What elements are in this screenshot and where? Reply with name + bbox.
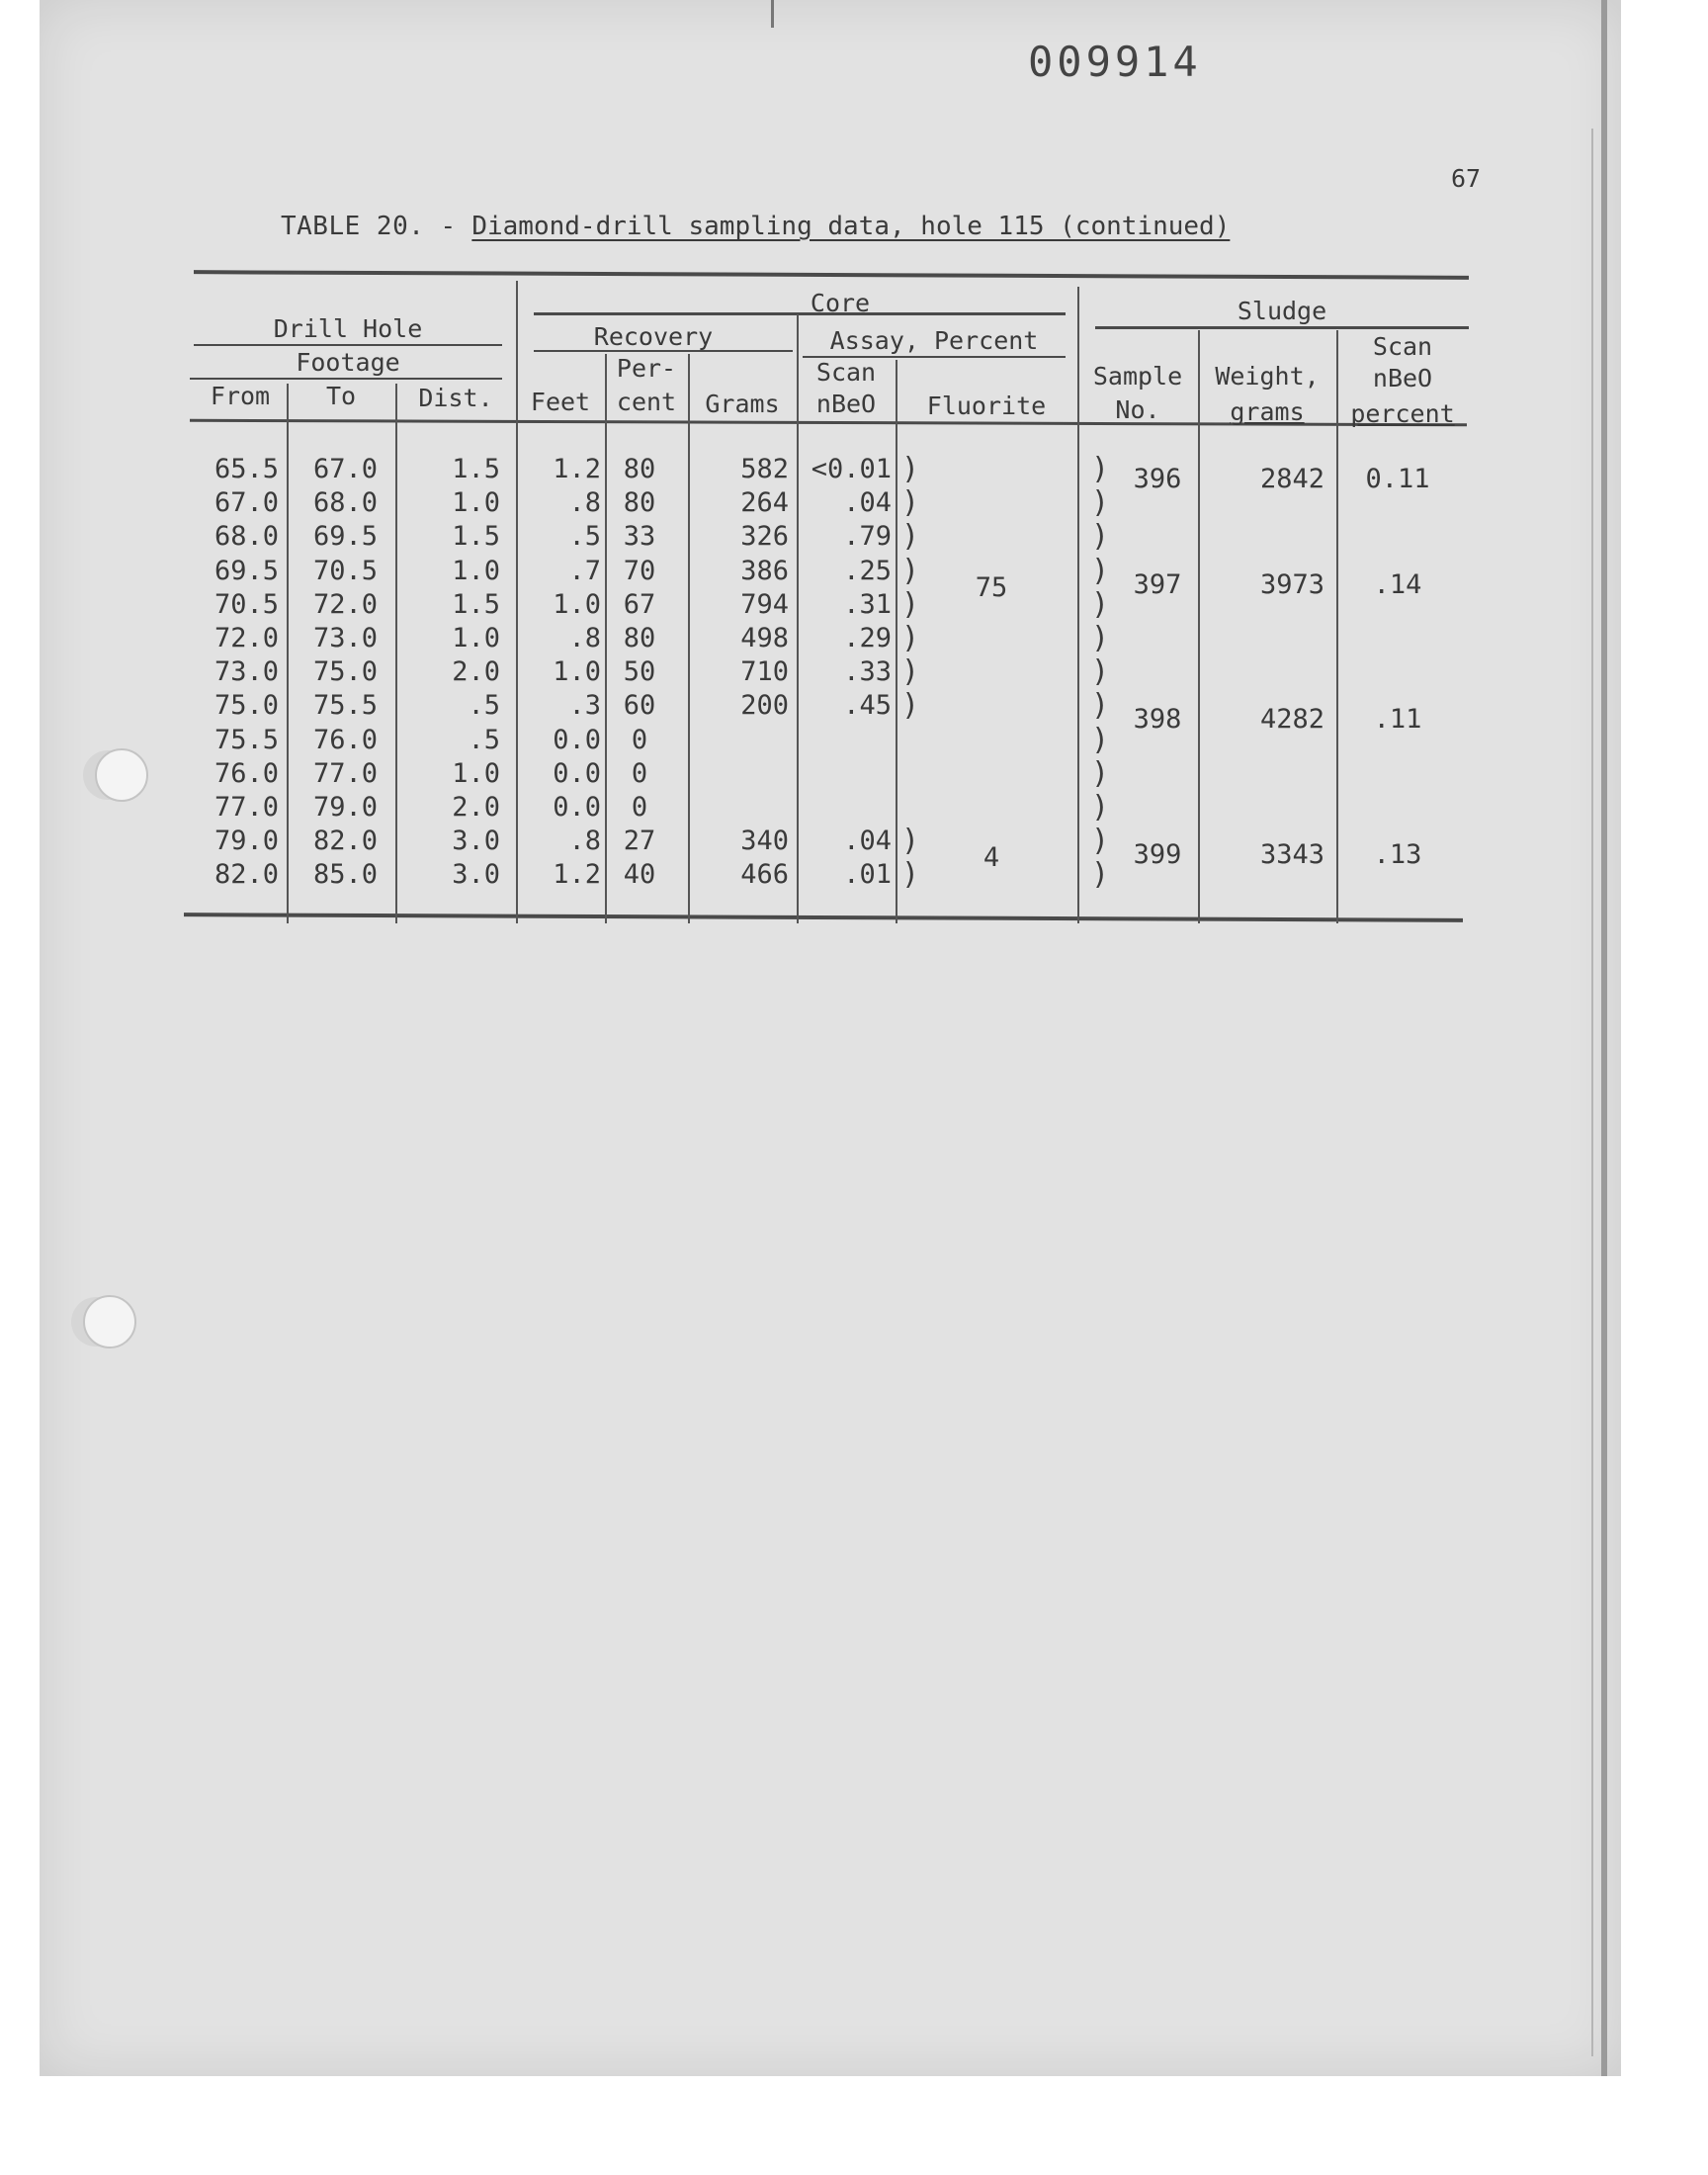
- cell-feet: .8: [568, 623, 601, 653]
- cell-grams: 200: [740, 690, 789, 722]
- cell-feet: 1.2: [553, 454, 601, 484]
- header-grams: Grams: [705, 390, 780, 418]
- sludge-bracket: ): [1091, 654, 1110, 690]
- cell-dist: 1.0: [452, 757, 500, 789]
- cell-scan: .25: [843, 555, 892, 586]
- cell-feet: 1.0: [553, 588, 601, 620]
- cell-percent: 0: [631, 724, 648, 755]
- fluorite-bracket: ): [901, 553, 920, 588]
- cell-scan: .79: [843, 521, 892, 553]
- table-bottom-rule: [184, 913, 1463, 922]
- cell-percent: 33: [623, 521, 656, 553]
- cell-to: 77.0: [312, 757, 378, 789]
- sludge-bracket: ): [1091, 452, 1110, 486]
- cell-to: 75.0: [312, 656, 378, 688]
- sludge-bracket: ): [1091, 519, 1110, 555]
- header-percent: cent: [616, 388, 677, 416]
- cell-scan: .04: [843, 487, 892, 519]
- cell-feet: .8: [568, 487, 601, 519]
- cell-percent: 0: [631, 757, 648, 789]
- sludge-bracket: ): [1091, 485, 1110, 521]
- cell-fluorite: 75: [975, 571, 1008, 603]
- column-divider: [896, 360, 897, 923]
- cell-feet: .8: [568, 826, 601, 857]
- cell-to: 69.5: [312, 521, 378, 553]
- cell-sample-no: 398: [1133, 704, 1182, 736]
- header-to: To: [325, 382, 357, 410]
- cell-from: 70.5: [214, 588, 279, 620]
- cell-percent: 50: [623, 656, 656, 688]
- cell-dist: 1.0: [452, 623, 500, 653]
- fluorite-bracket: ): [901, 857, 920, 893]
- cell-sample-no: 396: [1133, 464, 1182, 494]
- cell-dist: 1.5: [452, 521, 500, 553]
- sludge-underline: [1095, 326, 1469, 329]
- table-top-rule: [194, 270, 1469, 280]
- cell-scan: .01: [843, 859, 892, 891]
- cell-grams: 466: [740, 859, 789, 891]
- fluorite-bracket: ): [901, 824, 920, 859]
- cell-from: 77.0: [214, 792, 279, 823]
- header-sludge-scan: nBeO: [1372, 364, 1433, 392]
- header-sample: Sample: [1092, 362, 1183, 391]
- fluorite-bracket: ): [901, 654, 920, 690]
- header-assay-percent: Assay, Percent: [829, 326, 1039, 355]
- cell-grams: 794: [740, 588, 789, 620]
- cell-scan: .31: [843, 588, 892, 620]
- cell-grams: 498: [740, 623, 789, 653]
- cell-to: 85.0: [312, 859, 378, 891]
- fluorite-bracket: ): [901, 586, 920, 622]
- drill-hole-underline: [194, 344, 502, 346]
- cell-to: 79.0: [312, 792, 378, 823]
- header-sludge: Sludge: [1237, 297, 1327, 325]
- header-weight: grams: [1230, 397, 1305, 426]
- cell-feet: 1.2: [553, 859, 601, 891]
- fluorite-bracket: ): [901, 452, 920, 486]
- cell-from: 73.0: [214, 656, 279, 688]
- cell-from: 67.0: [214, 487, 279, 519]
- cell-to: 75.5: [312, 690, 378, 722]
- sampling-table: [0, 0, 1708, 989]
- cell-dist: 1.5: [452, 454, 500, 484]
- footage-underline: [190, 378, 502, 380]
- sludge-bracket: ): [1091, 790, 1110, 825]
- document-number: 009914: [1028, 38, 1202, 86]
- sludge-bracket: ): [1091, 755, 1110, 791]
- sludge-bracket: ): [1091, 688, 1110, 724]
- header-feet: Feet: [530, 388, 591, 416]
- cell-dist: 1.5: [452, 588, 500, 620]
- cell-to: 82.0: [312, 826, 378, 857]
- cell-grams: 326: [740, 521, 789, 553]
- header-recovery: Recovery: [593, 322, 714, 351]
- cell-dist: 2.0: [452, 656, 500, 688]
- cell-grams: 386: [740, 555, 789, 586]
- cell-feet: 0.0: [553, 757, 601, 789]
- cell-dist: 1.0: [452, 555, 500, 586]
- cell-percent: 80: [623, 487, 656, 519]
- cell-from: 69.5: [214, 555, 279, 586]
- header-core: Core: [810, 289, 871, 317]
- cell-dist: 2.0: [452, 792, 500, 823]
- cell-fluorite: 4: [982, 842, 1000, 874]
- fluorite-bracket: ): [901, 485, 920, 521]
- cell-weight: 3973: [1259, 568, 1324, 600]
- cell-dist: 3.0: [452, 859, 500, 891]
- fluorite-bracket: ): [901, 519, 920, 555]
- cell-sample-no: 397: [1133, 568, 1182, 600]
- header-scan: Scan: [815, 358, 877, 387]
- cell-sample-no: 399: [1133, 839, 1182, 871]
- sludge-bracket: ): [1091, 553, 1110, 588]
- header-weight: Weight,: [1215, 362, 1320, 391]
- cell-percent: 0: [631, 792, 648, 823]
- cell-scan: .45: [843, 690, 892, 722]
- cell-grams: 264: [740, 487, 789, 519]
- header-drill-hole: Drill Hole: [273, 314, 423, 343]
- binder-hole: [83, 1295, 136, 1348]
- cell-dist: 3.0: [452, 826, 500, 857]
- cell-sludge-scan: .13: [1373, 839, 1422, 871]
- fluorite-bracket: ): [901, 688, 920, 724]
- cell-scan: .29: [843, 623, 892, 653]
- column-divider: [287, 384, 289, 923]
- cell-percent: 80: [623, 623, 656, 653]
- page-number: 67: [1451, 164, 1482, 193]
- cell-sludge-scan: 0.11: [1365, 464, 1430, 494]
- cell-from: 79.0: [214, 826, 279, 857]
- cell-to: 72.0: [312, 588, 378, 620]
- header-sludge-scan: percent: [1350, 399, 1455, 428]
- cell-grams: 582: [740, 454, 789, 484]
- cell-percent: 67: [623, 588, 656, 620]
- cell-to: 70.5: [312, 555, 378, 586]
- cell-scan: <0.01: [811, 454, 892, 484]
- cell-percent: 70: [623, 555, 656, 586]
- cell-scan: .33: [843, 656, 892, 688]
- cell-percent: 60: [623, 690, 656, 722]
- cell-dist: .5: [468, 724, 500, 755]
- header-footage: Footage: [296, 348, 400, 377]
- cell-to: 68.0: [312, 487, 378, 519]
- cell-from: 75.5: [214, 724, 279, 755]
- header-sludge-scan: Scan: [1372, 332, 1433, 361]
- cell-feet: 0.0: [553, 724, 601, 755]
- cell-feet: .5: [568, 521, 601, 553]
- header-scan: nBeO: [815, 390, 877, 418]
- table-title-text: Diamond-drill sampling data, hole 115 (continued): [471, 212, 1231, 241]
- sludge-bracket: ): [1091, 586, 1110, 622]
- cell-to: 67.0: [312, 454, 378, 484]
- cell-from: 68.0: [214, 521, 279, 553]
- cell-feet: 1.0: [553, 656, 601, 688]
- fluorite-bracket: ): [901, 621, 920, 655]
- cell-weight: 4282: [1259, 704, 1324, 736]
- sludge-bracket: ): [1091, 857, 1110, 893]
- cell-feet: 0.0: [553, 792, 601, 823]
- sludge-bracket: ): [1091, 621, 1110, 655]
- cell-feet: .7: [568, 555, 601, 586]
- cell-to: 76.0: [312, 724, 378, 755]
- cell-sludge-scan: .14: [1373, 568, 1422, 600]
- header-dist: Dist.: [418, 384, 493, 412]
- cell-from: 82.0: [214, 859, 279, 891]
- header-sample: No.: [1115, 395, 1160, 424]
- sludge-bracket: ): [1091, 722, 1110, 757]
- cell-scan: .04: [843, 826, 892, 857]
- cell-sludge-scan: .11: [1373, 704, 1422, 736]
- cell-from: 75.0: [214, 690, 279, 722]
- cell-from: 65.5: [214, 454, 279, 484]
- cell-weight: 3343: [1259, 839, 1324, 871]
- cell-to: 73.0: [312, 623, 378, 653]
- cell-dist: 1.0: [452, 487, 500, 519]
- sludge-bracket: ): [1091, 824, 1110, 859]
- cell-percent: 80: [623, 454, 656, 484]
- header-fluorite: Fluorite: [926, 392, 1047, 420]
- cell-from: 72.0: [214, 623, 279, 653]
- cell-feet: .3: [568, 690, 601, 722]
- table-title-label: TABLE 20. -: [281, 212, 457, 241]
- header-percent: Per-: [616, 354, 677, 383]
- cell-percent: 40: [623, 859, 656, 891]
- cell-grams: 710: [740, 656, 789, 688]
- cell-dist: .5: [468, 690, 500, 722]
- cell-weight: 2842: [1259, 464, 1324, 494]
- cell-from: 76.0: [214, 757, 279, 789]
- header-from: From: [210, 382, 271, 410]
- cell-percent: 27: [623, 826, 656, 857]
- cell-grams: 340: [740, 826, 789, 857]
